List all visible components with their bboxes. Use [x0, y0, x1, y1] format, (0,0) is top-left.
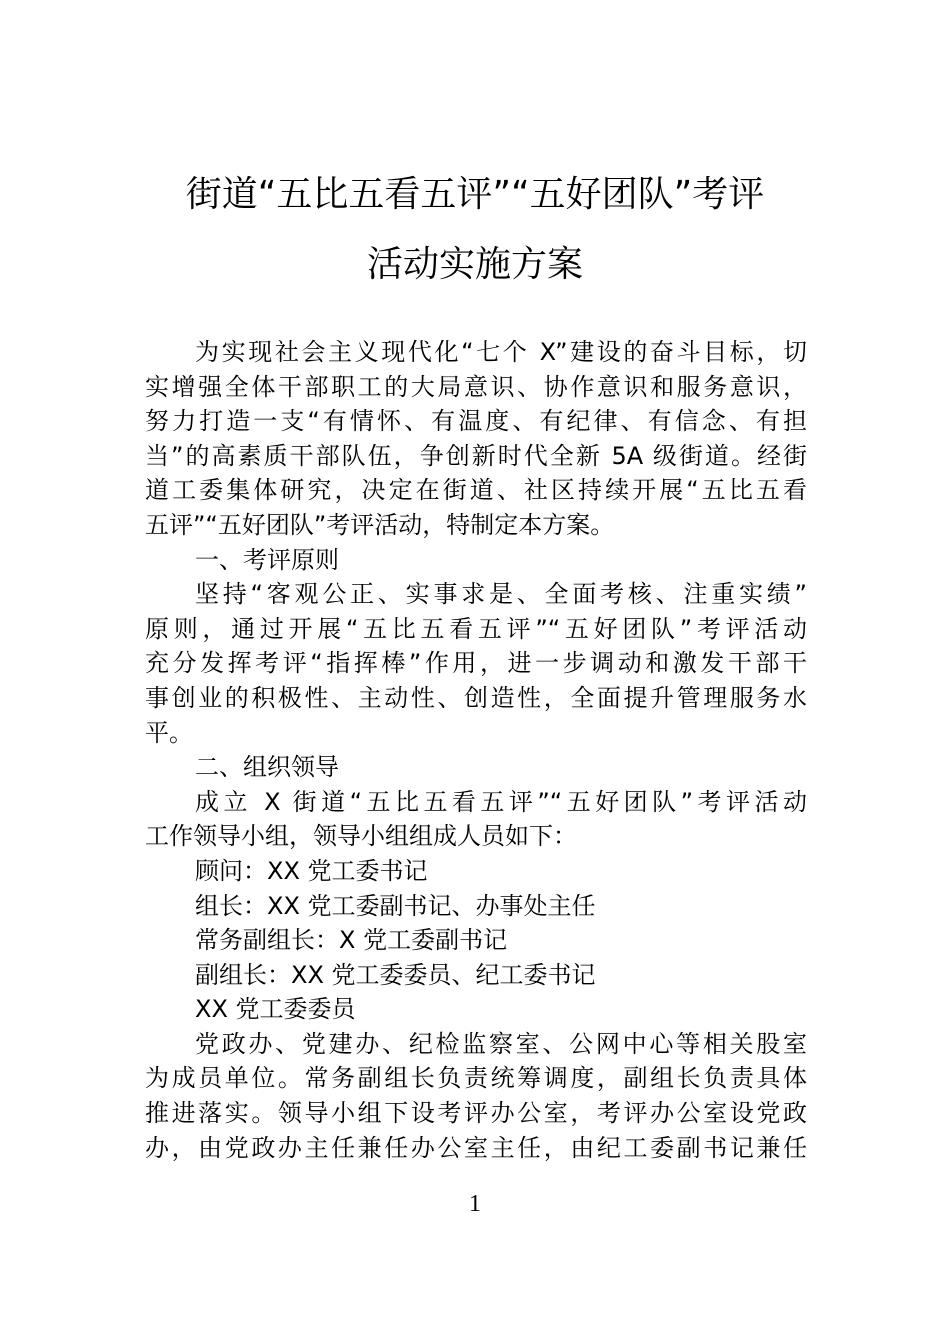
body-text-line: 常务副组长：X 党工委副书记 — [195, 926, 508, 955]
body-text-line: 努力打造一支“有情怀、有温度、有纪律、有信念、有担 — [145, 407, 807, 436]
body-text-line: 当”的高素质干部队伍，争创新时代全新 5A 级街道。经街 — [145, 441, 807, 470]
body-text-line: 坚持“客观公正、实事求是、全面考核、注重实绩” — [195, 580, 807, 609]
body-text-line: 成立 X 街道“五比五看五评”“五好团队”考评活动 — [195, 787, 807, 816]
body-text-line: 道工委集体研究，决定在街道、社区持续开展“五比五看 — [145, 476, 807, 505]
body-text-line: 二、组织领导 — [195, 753, 339, 782]
body-text-line: 组长：XX 党工委副书记、办事处主任 — [195, 891, 596, 920]
body-text-line: 工作领导小组，领导小组组成人员如下： — [145, 822, 577, 851]
document-title-line-1: 街道“五比五看五评”“五好团队”考评 — [185, 174, 765, 215]
body-text-line: 五评”“五好团队”考评活动，特制定本方案。 — [145, 510, 615, 539]
body-text-line: 事创业的积极性、主动性、创造性，全面提升管理服务水 — [145, 683, 807, 712]
body-text-line: 推进落实。领导小组下设考评办公室，考评办公室设党政 — [145, 1099, 807, 1128]
body-text-line: 办，由党政办主任兼任办公室主任，由纪工委副书记兼任 — [145, 1133, 807, 1162]
page-number: 1 — [469, 1191, 481, 1217]
body-text-line: 为成员单位。常务副组长负责统筹调度，副组长负责具体 — [145, 1064, 807, 1093]
body-text-line: 一、考评原则 — [195, 545, 339, 574]
body-text-line: 党政办、党建办、纪检监察室、公网中心等相关股室 — [195, 1029, 807, 1058]
document-body — [145, 335, 807, 1165]
body-text-line: 原则，通过开展“五比五看五评”“五好团队”考评活动 — [145, 614, 807, 643]
body-text-line: 副组长：XX 党工委委员、纪工委书记 — [195, 960, 596, 989]
body-text-line: 平。 — [145, 718, 193, 747]
body-text-line: XX 党工委委员 — [195, 995, 356, 1024]
body-text-line: 充分发挥考评“指挥棒”作用，进一步调动和激发干部干 — [145, 649, 807, 678]
body-text-line: 实增强全体干部职工的大局意识、协作意识和服务意识， — [145, 372, 807, 401]
document-title-line-2: 活动实施方案 — [366, 244, 583, 285]
body-text-line: 为实现社会主义现代化“七个 X”建设的奋斗目标，切 — [195, 338, 807, 366]
body-text-line: 顾问：XX 党工委书记 — [195, 856, 428, 885]
